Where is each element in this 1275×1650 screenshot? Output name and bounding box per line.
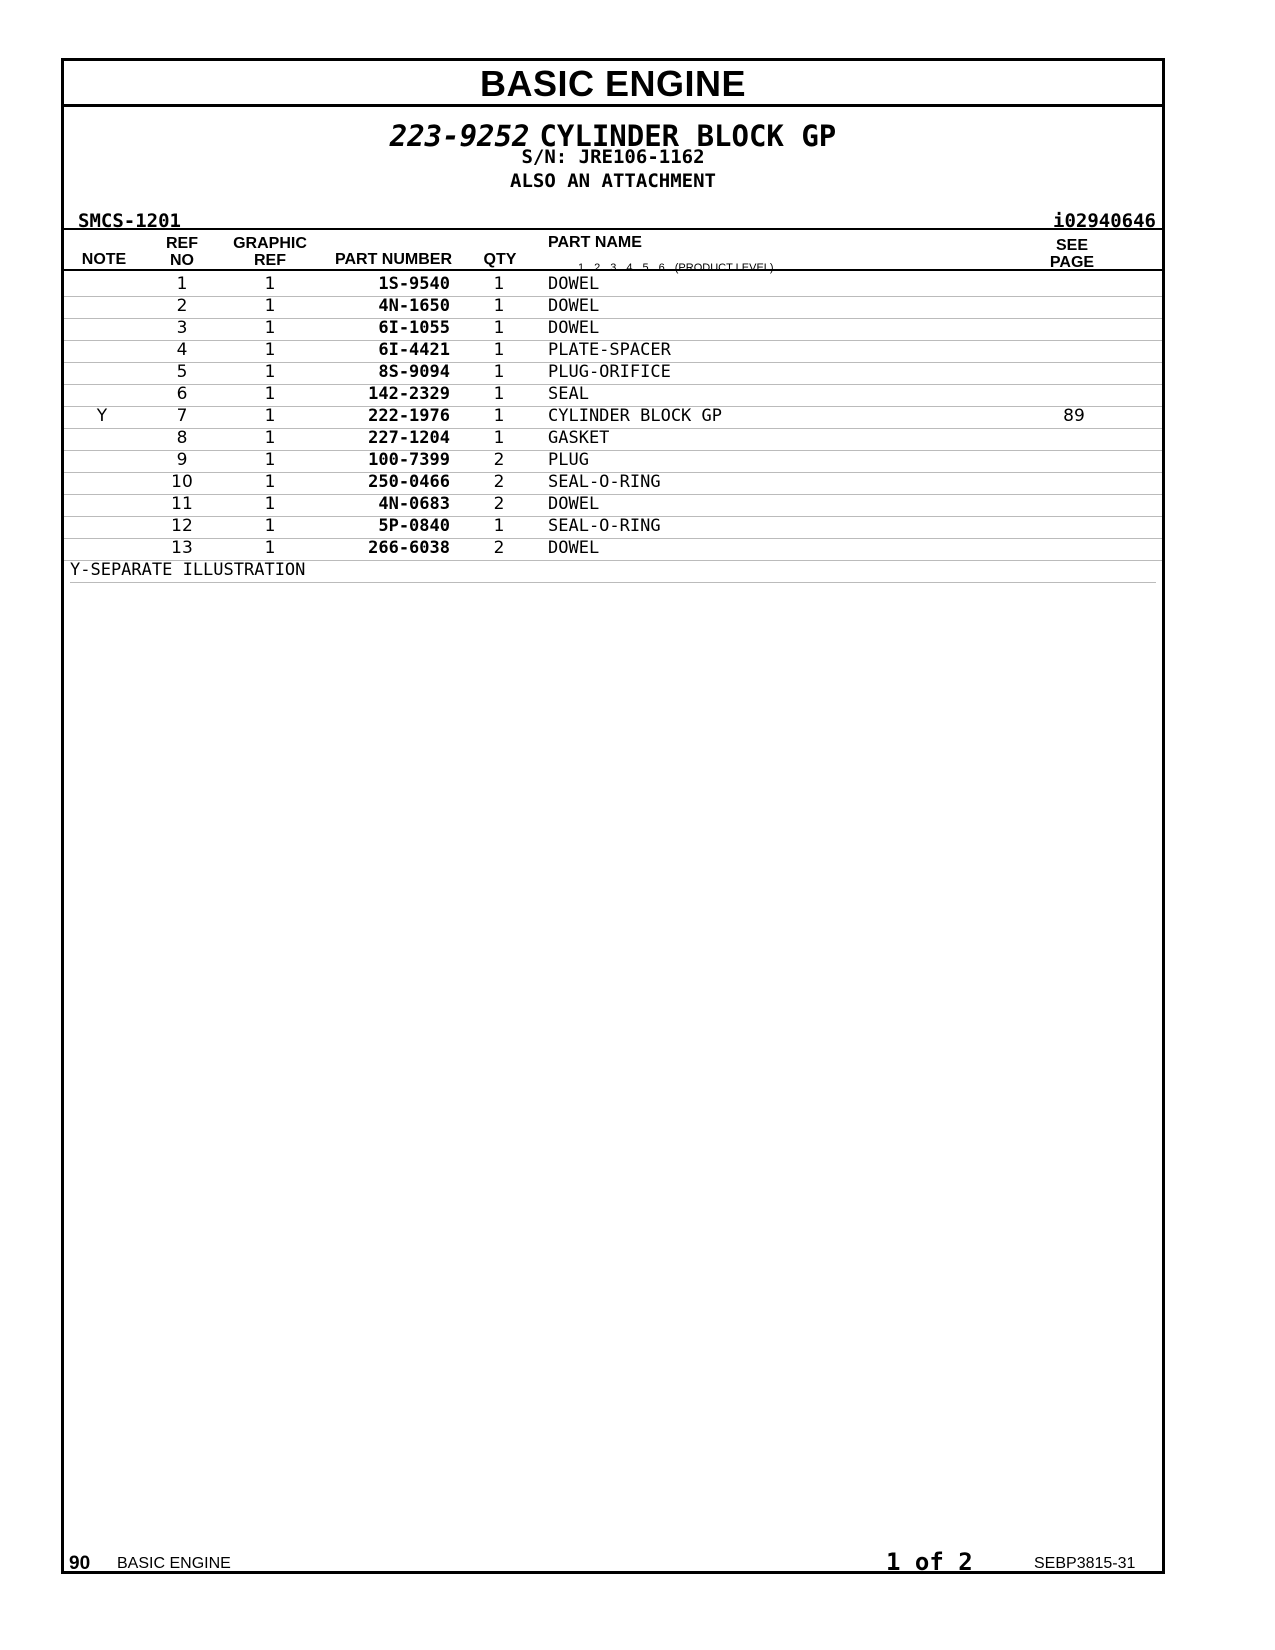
graphic-ref-cell: 1: [264, 296, 276, 316]
graphic-ref-cell: 1: [264, 318, 276, 338]
part-number-cell: 222-1976: [368, 406, 450, 426]
table-row: [64, 449, 1162, 473]
ref-number-cell: 1: [176, 274, 188, 294]
part-name-cell: SEAL-O-RING: [548, 472, 661, 492]
part-name-cell: CYLINDER BLOCK GP: [548, 406, 722, 426]
ref-number-cell: 6: [176, 384, 188, 404]
header-note: NOTE: [81, 251, 127, 268]
attachment-note: ALSO AN ATTACHMENT: [510, 170, 716, 192]
graphic-ref-cell: 1: [264, 274, 276, 294]
graphic-ref-cell: 1: [264, 384, 276, 404]
quantity-cell: 1: [493, 428, 505, 448]
header-part-name: PART NAME: [548, 234, 642, 251]
smcs-code: SMCS-1201: [78, 210, 181, 232]
header-bottom-rule: [64, 269, 1162, 271]
graphic-ref-cell: 1: [264, 516, 276, 536]
header-graphic-ref: GRAPHIC REF: [233, 235, 307, 269]
ref-number-cell: 3: [176, 318, 188, 338]
group-name: CYLINDER BLOCK GP: [539, 119, 837, 153]
section-title: BASIC ENGINE: [64, 61, 1162, 107]
quantity-cell: 1: [493, 296, 505, 316]
graphic-ref-cell: 1: [264, 406, 276, 426]
part-name-cell: DOWEL: [548, 318, 600, 338]
header-top-rule: [64, 228, 1162, 230]
graphic-ref-cell: 1: [264, 538, 276, 558]
ref-number-cell: 7: [176, 406, 188, 426]
quantity-cell: 2: [493, 450, 505, 470]
table-row: [64, 317, 1162, 341]
table-row: [64, 339, 1162, 363]
quantity-cell: 1: [493, 362, 505, 382]
group-number: 223-9252: [389, 119, 530, 153]
part-name-cell: PLATE-SPACER: [548, 340, 671, 360]
ref-number-cell: 8: [176, 428, 188, 448]
graphic-ref-cell: 1: [264, 340, 276, 360]
part-number-cell: 142-2329: [368, 384, 450, 404]
quantity-cell: 1: [493, 274, 505, 294]
header-see-page: SEE PAGE: [1049, 237, 1095, 271]
footer-section-name: BASIC ENGINE: [117, 1555, 231, 1572]
table-row: [64, 427, 1162, 451]
table-row: [64, 361, 1162, 385]
part-number-cell: 6I-1055: [378, 318, 450, 338]
header-ref: REF NO: [166, 235, 198, 269]
table-row: [64, 471, 1162, 495]
part-number-cell: 8S-9094: [378, 362, 450, 382]
part-number-cell: 4N-0683: [378, 494, 450, 514]
graphic-ref-cell: 1: [264, 428, 276, 448]
graphic-ref-cell: 1: [264, 494, 276, 514]
quantity-cell: 1: [493, 384, 505, 404]
quantity-cell: 1: [493, 406, 505, 426]
ref-number-cell: 11: [171, 494, 193, 514]
ref-number-cell: 13: [171, 538, 193, 558]
ref-number-cell: 10: [171, 472, 193, 492]
quantity-cell: 2: [493, 494, 505, 514]
part-number-cell: 227-1204: [368, 428, 450, 448]
ref-number-cell: 2: [176, 296, 188, 316]
part-name-cell: DOWEL: [548, 494, 600, 514]
ref-number-cell: 12: [171, 516, 193, 536]
part-name-cell: GASKET: [548, 428, 610, 448]
note-cell: Y: [96, 406, 108, 426]
header-part-number: PART NUMBER: [334, 251, 452, 268]
part-name-cell: DOWEL: [548, 538, 600, 558]
part-name-cell: SEAL-O-RING: [548, 516, 661, 536]
quantity-cell: 2: [493, 538, 505, 558]
part-name-cell: PLUG: [548, 450, 589, 470]
quantity-cell: 1: [493, 318, 505, 338]
quantity-cell: 2: [493, 472, 505, 492]
table-row: [64, 493, 1162, 517]
part-name-cell: SEAL: [548, 384, 589, 404]
table-row: [64, 537, 1162, 561]
table-row: [64, 383, 1162, 407]
part-number-cell: 266-6038: [368, 538, 450, 558]
quantity-cell: 1: [493, 516, 505, 536]
ref-number-cell: 5: [176, 362, 188, 382]
graphic-ref-cell: 1: [264, 472, 276, 492]
quantity-cell: 1: [493, 340, 505, 360]
table-row: [64, 515, 1162, 539]
part-number-cell: 100-7399: [368, 450, 450, 470]
footer-page-number: 90: [69, 1553, 91, 1574]
graphic-ref-cell: 1: [264, 450, 276, 470]
illustration-id: i02940646: [1053, 210, 1156, 232]
part-name-cell: DOWEL: [548, 274, 600, 294]
parts-page-frame: [61, 58, 1165, 1574]
ref-number-cell: 4: [176, 340, 188, 360]
part-number-cell: 6I-4421: [378, 340, 450, 360]
part-name-cell: PLUG-ORIFICE: [548, 362, 671, 382]
part-number-cell: 1S-9540: [378, 274, 450, 294]
part-number-cell: 250-0466: [368, 472, 450, 492]
serial-number: S/N: JRE106-1162: [521, 146, 705, 168]
footer-document-id: SEBP3815-31: [1034, 1555, 1136, 1572]
part-number-cell: 5P-0840: [378, 516, 450, 536]
table-row: [64, 273, 1162, 297]
header-qty: QTY: [483, 251, 517, 268]
see-page-cell: 89: [1063, 406, 1085, 426]
table-row: [64, 405, 1162, 429]
product-levels: 1 2 3 4 5 6 (PRODUCT LEVEL): [578, 262, 774, 274]
table-row: [64, 295, 1162, 319]
graphic-ref-cell: 1: [264, 362, 276, 382]
part-number-cell: 4N-1650: [378, 296, 450, 316]
ref-number-cell: 9: [176, 450, 188, 470]
footer-page-of: 1 of 2: [886, 1548, 973, 1576]
part-name-cell: DOWEL: [548, 296, 600, 316]
footnote: Y-SEPARATE ILLUSTRATION: [70, 559, 1156, 583]
